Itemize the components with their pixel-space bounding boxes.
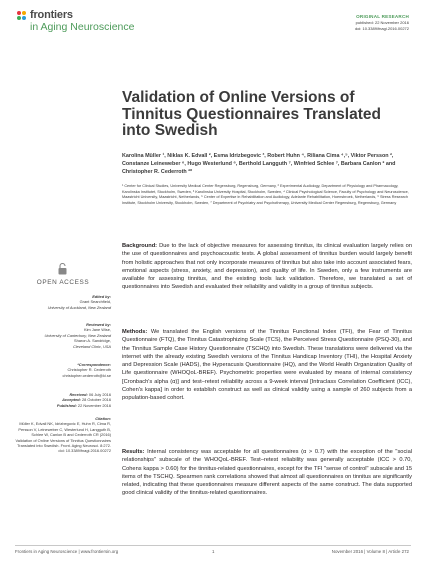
editor-name: Grant Searchfield,	[79, 299, 111, 305]
background-text: Due to the lack of objective measures for assessing tinnitus, its clinical evaluation largely relies on the use of questionnaires and psychoacoustic tests. A global assessment of tinnitus burden would largely benefit from holistic approaches that not only incorporate measures of tinnitus but also take into account associated fears, emotional aspects (stress, anxiety, and depression), and quality of life. In Sweden, only a few instruments are available for assessing tinnitus, and the existing tools lack validation. Therefore, we translated a set of questionnaires into Swedish and evaluated their reliability and validity in a group of tinnitus subjects.	[122, 243, 412, 291]
received-label: Received:	[69, 392, 88, 397]
dates-block	[15, 392, 111, 408]
results-text: Internal consistency was acceptable for all questionnaires (α > 0.7) with the exception of the "social relationships" subscale of the WHOQoL-BREF. Test–retest reliability was generally acceptable (ICC > 0.70, Cohens kappa > 0.60) for the tinnitus-related questionnaires, except for the TFI "sense of control" subscale and 15 items of the TSCHQ. Spearmen rank correlations showed that almost all questionnaires on tinnitus are significantly related, indicating that these questionnaires measure different aspects of the same construct. The data supported good clinical validity of the tinnitus-related questionnaires.	[122, 449, 412, 497]
abstract-background	[122, 242, 412, 292]
citation-label: Citation:	[95, 416, 111, 421]
correspondence-name: Christopher R. Cederroth	[67, 367, 111, 373]
published-date: published: 22 November 2016	[355, 20, 409, 25]
page-number: 1	[212, 549, 215, 554]
open-access-label: OPEN ACCESS	[36, 279, 90, 286]
article-title: Validation of Online Versions of Tinnitus Questionnaires Translated into Swedish	[122, 89, 381, 139]
doi-link[interactable]: doi: 10.3389/fnagi.2016.00272	[354, 26, 409, 31]
correspondence-label: *Correspondence:	[77, 362, 111, 367]
citation-block	[15, 416, 111, 454]
footer-journal[interactable]: Frontiers in Aging Neuroscience | www.frontiersin.org	[15, 549, 119, 554]
abstract-methods	[122, 328, 412, 403]
methods-label: Methods:	[122, 329, 148, 335]
correspondence-email[interactable]: christopher.cederroth@ki.se	[62, 372, 111, 378]
abstract-results	[122, 448, 412, 498]
open-access-lock-icon	[58, 262, 67, 274]
editor-affiliation: University of Auckland, New Zealand	[47, 304, 111, 310]
reviewer-affiliation: University of Canterbury, New Zealand	[44, 332, 111, 338]
reviewer-name: Kim Jane Wise,	[83, 327, 111, 333]
frontiers-logo-icon	[17, 11, 27, 21]
reviewed-by-block	[15, 322, 111, 349]
reviewer-affiliation: Cleveland Clinic, USA	[72, 343, 111, 349]
publisher-brand: frontiers	[30, 9, 73, 21]
journal-name: in Aging Neuroscience	[30, 21, 135, 33]
methods-text: We translated the English versions of the Tinnitus Functional Index (TFI), the Fear of Tinnitus Questionnaire (FTQ), the Tinnitus Catastrophizing Scale (TCS), the Perceived Stress Questionnaire (PSQ-30), and the Tinnitus Sample Case History Questionnaire (TSCHQ) into Swedish. These translations were delivered via the internet with the already existing Swedish versions of the Tinnitus Handicap Inventory (THI), the Hospital Anxiety and Depression Scale (HADS), the Hyperacusis Questionnaire (HQ), and the World Health Organization Quality of Life questionnaire (WHOQoL-BREF). Psychometric properties were evaluated by means of internal consistency [Cronbach's alpha (α)] and test–retest reliability across a 9-week interval [Intraclass Correlation Coefficient (ICC), Cohen's kappa] in order to establish construct as well as clinical validity using a sample of 260 subjects from a population-based cohort.	[122, 329, 412, 402]
edited-by-label: Edited by:	[92, 294, 111, 299]
edited-by-block	[15, 294, 111, 310]
background-label: Background:	[122, 243, 158, 249]
published-label: Published:	[56, 402, 77, 408]
accepted-date: 28 October 2016	[82, 397, 111, 403]
reviewed-by-label: Reviewed by:	[86, 322, 111, 327]
correspondence-block	[15, 362, 111, 378]
footer-volume: November 2016 | Volume 8 | Article 272	[331, 549, 409, 554]
affiliation-text: ¹ Center for Clinical Studies, University Medical Center Regensburg, Regensburg, Germany, ² Experimental Audiology, Department of Physiology and Pharmacology, Karolinska Institutet, Stockholm, Sweden, ³ Karolinska University Hospital, Stockholm, Sweden, ⁴ Clinical Psychological Science, Faculty of Psychology and Neuroscience, Maastricht University, Maastricht, Netherlands, ⁵ Center of Expertise in Rehabilitation and Audiology, Adelante Rehabilitation, Hoensbroek, Netherlands, ⁶ Stress Research Institute, Stockholm University, Stockholm, Sweden, ⁷ Department of Psychiatry and Psychotherapy, University Medical Center Regensburg, Regensburg, Germany	[122, 184, 409, 205]
article-type: ORIGINAL RESEARCH	[356, 14, 409, 19]
citation-text: Müller K, Edvall NK, Idrizbegovic E, Huhn R, Cima R, Persson V, Leineweber C, Westerlund H, Langguth B, Schlee W, Canlon B and Cederroth CR (2016) Validation of Online Versions of Tinnitus Questionnaires Translated into Swedish. Front. Aging Neurosci. 8:272. doi: 10.3389/fnagi.2016.00272	[15, 421, 111, 454]
footer-divider	[15, 545, 411, 546]
results-label: Results:	[122, 449, 145, 455]
published-date-side: 22 November 2016	[77, 402, 111, 408]
accepted-label: Accepted:	[62, 397, 81, 403]
received-date: 06 July 2016	[88, 392, 111, 397]
reviewer-name: Sharon A. Sandridge,	[74, 338, 111, 344]
author-list: Karolina Müller ¹, Niklas K. Edvall ², Esma Idrizbegovic ³, Robert Huhn ⁴, Riliana Cima ⁴,⁵, Viktor Persson ², Constanze Leineweber ⁶, Hugo Westerlund ⁶, Berthold Langguth ⁷, Winfried Schlee ⁷, Barbara Canlon ² and Christopher R. Cederroth ²*	[122, 153, 396, 175]
affiliations	[122, 184, 412, 206]
